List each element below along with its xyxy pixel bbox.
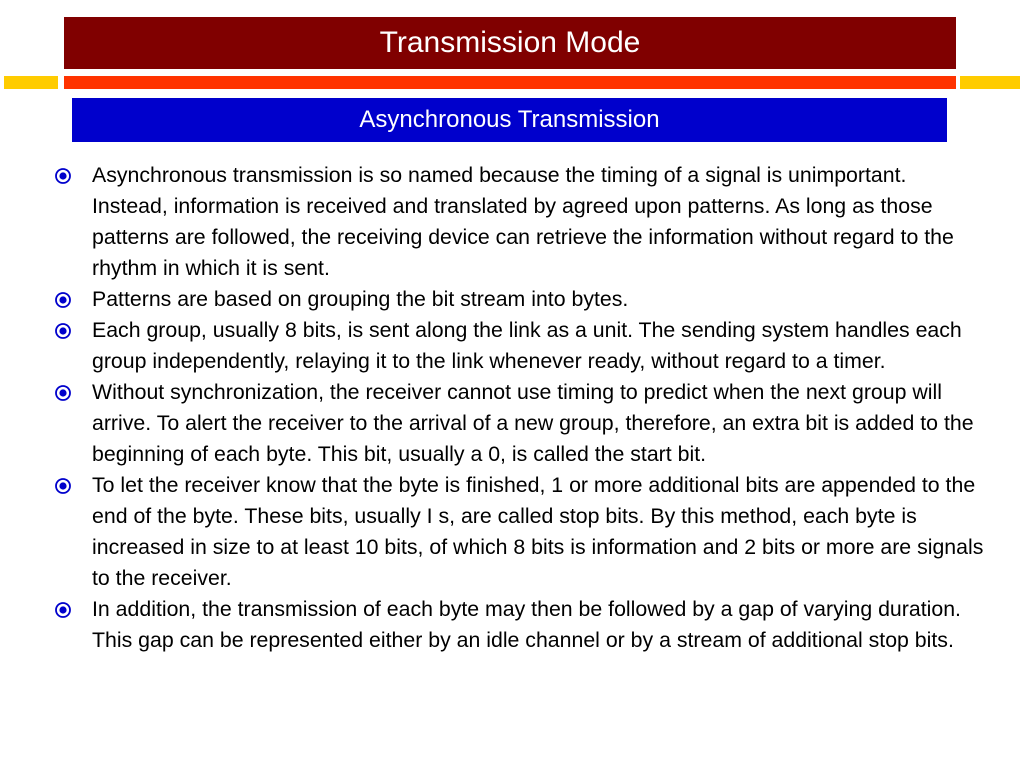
radio-target-icon: [54, 160, 92, 191]
bullet-text: Patterns are based on grouping the bit stream into bytes.: [92, 287, 629, 311]
bullet-item: [54, 315, 984, 377]
bullet-item: [54, 284, 984, 315]
bullet-list: [54, 160, 984, 656]
subtitle-bar: [72, 98, 947, 142]
bullet-item: [54, 594, 984, 656]
bullet-text: To let the receiver know that the byte is finished, 1 or more additional bits are appended to the end of the byte. These bits, usually I s, are called stop bits. By this method, each byte is increased in size to at least 10 bits, of which 8 bits is information and 2 bits or more are signals to the receiver.: [92, 473, 984, 590]
accent-stripe-left: [4, 76, 58, 89]
bullet-item: [54, 470, 984, 594]
slide-subtitle: Asynchronous Transmission: [359, 106, 660, 133]
title-bar: [64, 17, 956, 69]
bullet-item: [54, 160, 984, 284]
accent-stripe-right: [960, 76, 1020, 89]
radio-target-icon: [54, 377, 92, 408]
radio-target-icon: [54, 470, 92, 501]
bullet-text: In addition, the transmission of each byte may then be followed by a gap of varying duration. This gap can be represented either by an idle channel or by a stream of additional stop bits.: [92, 597, 961, 652]
radio-target-icon: [54, 284, 92, 315]
bullet-text: Without synchronization, the receiver cannot use timing to predict when the next group will arrive. To alert the receiver to the arrival of a new group, therefore, an extra bit is added to the beginning of each byte. This bit, usually a 0, is called the start bit.: [92, 380, 974, 466]
slide-title: Transmission Mode: [379, 26, 641, 59]
bullet-text: Asynchronous transmission is so named because the timing of a signal is unimportant. Instead, information is received and translated by agreed upon patterns. As long as those patterns are followed, the receiving device can retrieve the information without regard to the rhythm in which it is sent.: [92, 163, 954, 280]
radio-target-icon: [54, 315, 92, 346]
bullet-text: Each group, usually 8 bits, is sent along the link as a unit. The sending system handles each group independently, relaying it to the link whenever ready, without regard to a timer.: [92, 318, 962, 373]
radio-target-icon: [54, 594, 92, 625]
accent-stripe-center: [64, 76, 956, 89]
bullet-item: [54, 377, 984, 470]
